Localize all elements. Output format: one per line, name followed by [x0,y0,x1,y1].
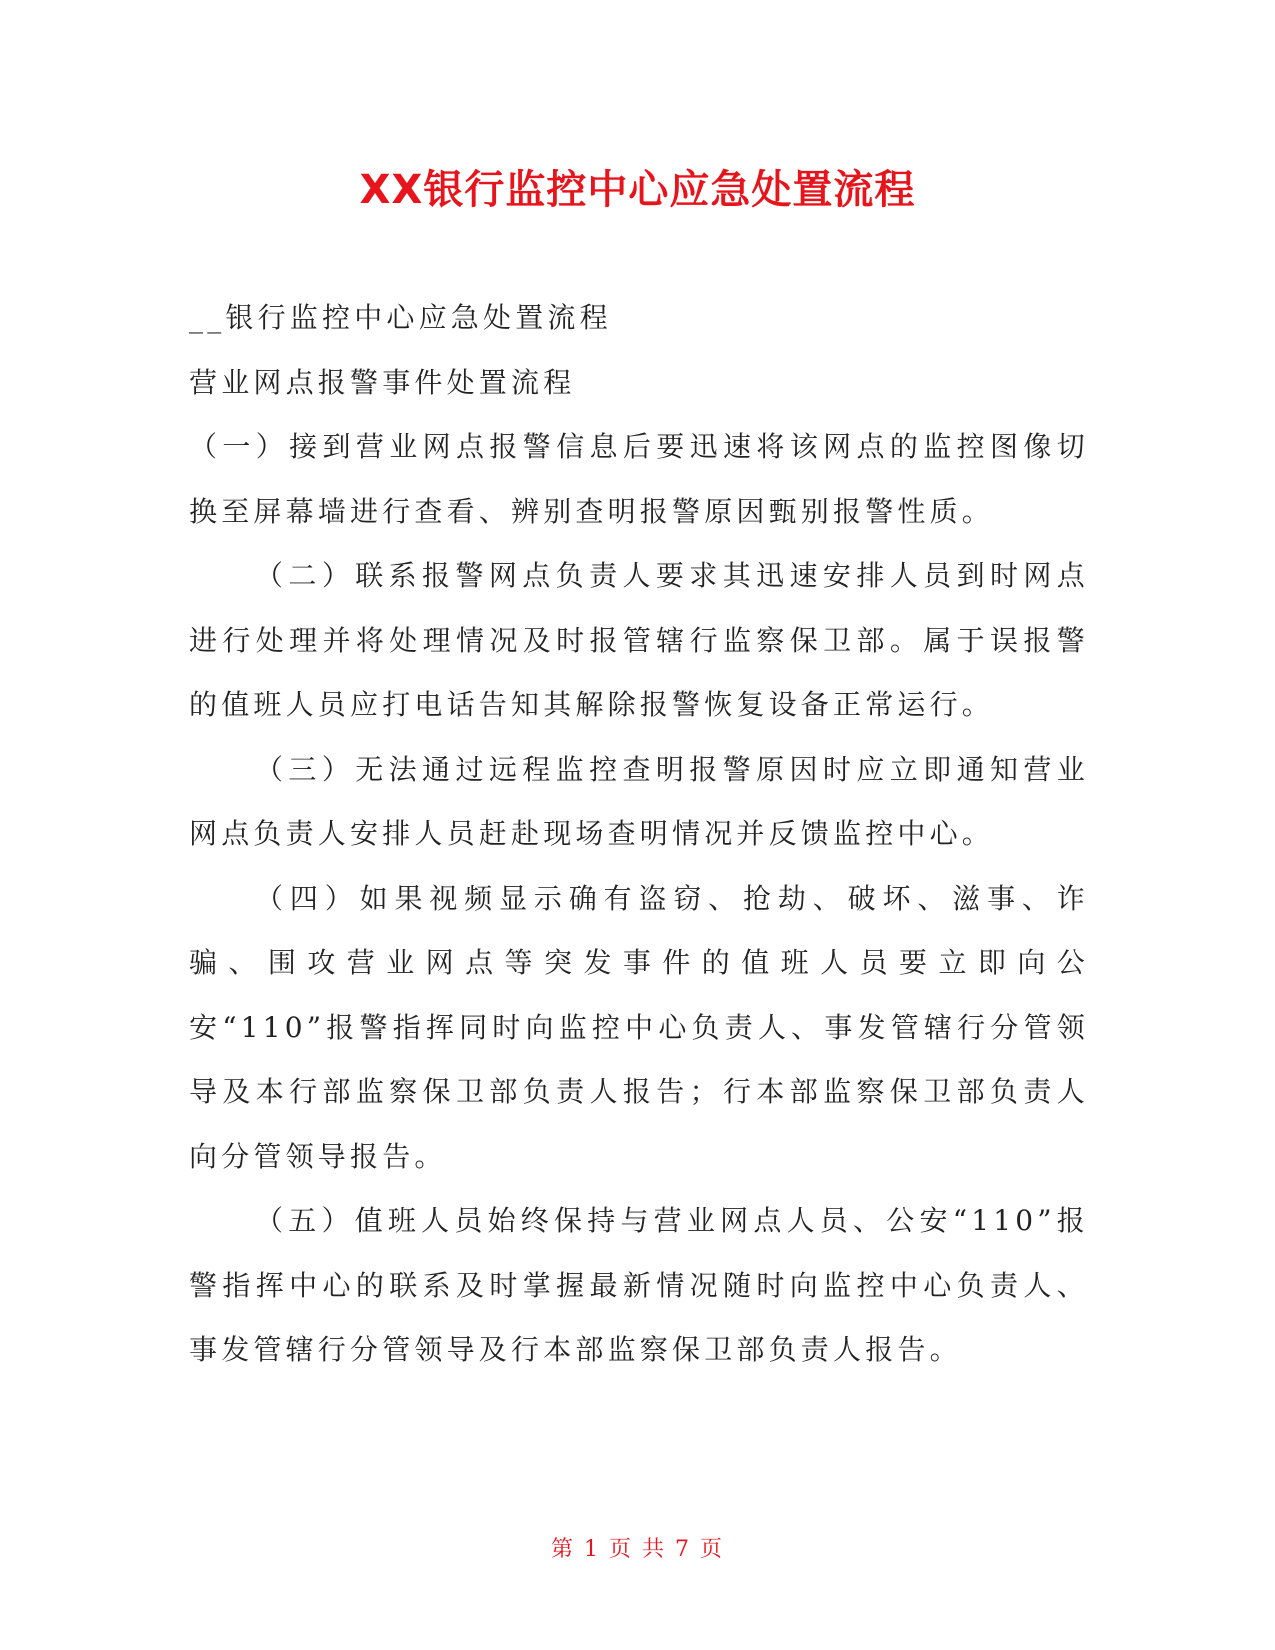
paragraph-3: （三）无法通过远程监控查明报警原因时应立即通知营业网点负责人安排人员赶赴现场查明情况并反馈监控中心。 [189,752,1089,850]
paragraph-5: （五）值班人员始终保持与营业网点人员、公安“110”报警指挥中心的联系及时掌握最新情况随时向监控中心负责人、事发管辖行分管领导及行本部监察保卫部负责人报告。 [189,1204,1089,1366]
document-title: XX银行监控中心应急处置流程 [359,167,916,213]
paragraph-2: （二）联系报警网点负责人要求其迅速安排人员到时网点进行处理并将处理情况及时报管辖行监察保卫部。属于误报警的值班人员应打电话告知其解除报警恢复设备正常运行。 [189,559,1089,721]
paragraph-1: （一）接到营业网点报警信息后要迅速将该网点的监控图像切换至屏幕墙进行查看、辨别查明报警原因甄别报警性质。 [189,430,1089,528]
document-subtitle: __银行监控中心应急处置流程 [189,301,612,334]
paragraph-4: （四）如果视频显示确有盗窃、抢劫、破坏、滋事、诈骗、围攻营业网点等突发事件的值班人员要立即向公安“110”报警指挥同时向监控中心负责人、事发管辖行分管领导及本行部监察保卫部负责人报告；行本部监察保卫部负责人向分管领导报告。 [189,881,1089,1173]
document-body [189,286,1089,1383]
section-heading: 营业网点报警事件处置流程 [189,365,576,399]
page-footer: 第 1 页 共 7 页 [551,1537,724,1562]
